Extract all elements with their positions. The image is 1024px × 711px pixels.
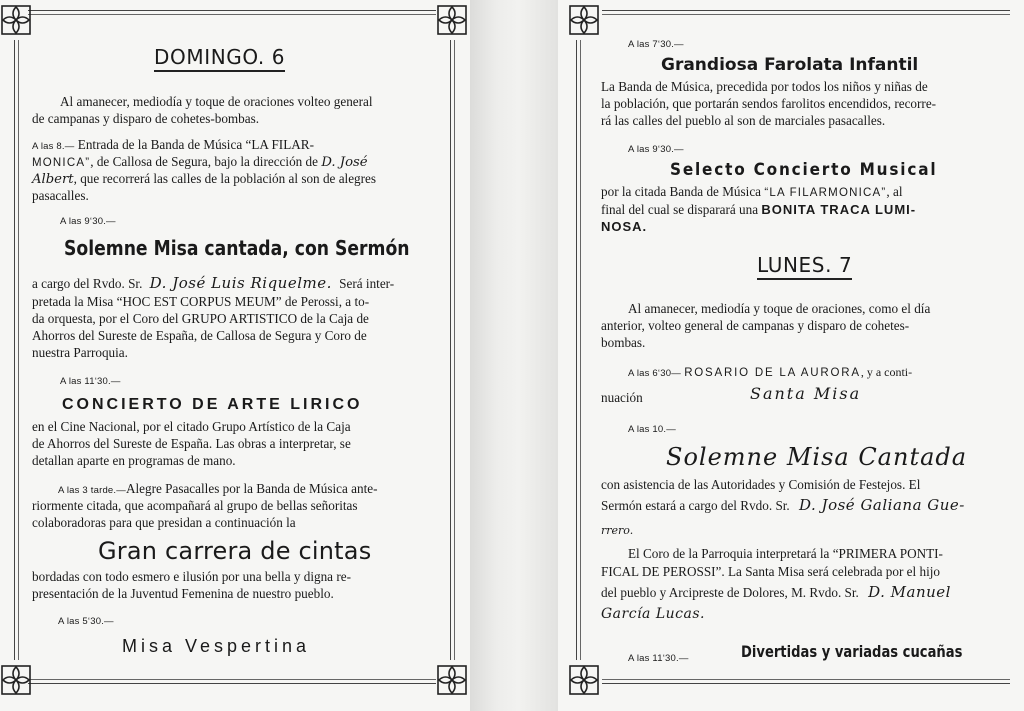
event-text-line [32, 275, 394, 292]
event-text-line [601, 497, 965, 514]
right-page [558, 0, 1024, 711]
event-time: A las 9‘30.— [60, 216, 116, 227]
event-time: A las 3 tarde.— [58, 485, 126, 496]
event-title-santa-misa: Santa Misa [750, 384, 862, 403]
event-time: A las 10.— [628, 424, 676, 435]
corner-ornament-icon [0, 664, 32, 696]
intro-line: de campanas y disparo de cohetes-bombas. [32, 111, 260, 126]
event-text: , y a conti- [860, 365, 913, 379]
event-text: Alegre Pasacalles por la Banda de Música ante- [125, 481, 378, 496]
person-name: D. José Luis Riquelme. [149, 274, 332, 292]
event-time: A las 6‘30— [628, 368, 681, 379]
event-text: por la citada Banda de Música [601, 184, 762, 199]
event-text-line [601, 584, 951, 601]
page-border-left [576, 40, 577, 660]
event-text-line: La Banda de Música, precedida por todos los niños y niñas de [601, 79, 928, 94]
event-time: A las 11‘30.— [60, 376, 121, 387]
event-title-carrera-cintas: Gran carrera de cintas [98, 537, 372, 565]
event-time: A las 9‘30.— [628, 144, 684, 155]
page-border-left [14, 40, 15, 660]
event-text-line [32, 170, 376, 188]
event-text-line: con asistencia de las Autoridades y Comisión de Festejos. El [601, 477, 921, 492]
event-text-line: pasacalles. [32, 188, 89, 203]
event-text: , al [886, 184, 903, 199]
event-text-line: Ahorros del Sureste de España, de Callosa de Segura y Coro de [32, 328, 367, 343]
day-heading-lunes: LUNES. 7 [757, 253, 852, 280]
event-text-line [601, 201, 916, 218]
event-text-line: presentación de la Juventud Femenina de nuestro pueblo. [32, 586, 334, 601]
event-text-line: bordadas con todo esmero e ilusión por una bella y digna re- [32, 569, 351, 584]
event-title-misa-cantada: Solemne Misa Cantada [666, 443, 968, 471]
event-title-misa-vespertina: Misa Vespertina [122, 636, 311, 656]
person-name: D. José Galiana Gue- [799, 496, 965, 514]
event-title-concierto: CONCIERTO DE ARTE LIRICO [62, 396, 363, 413]
corner-ornament-icon [436, 4, 468, 36]
intro-line: bombas. [601, 335, 646, 350]
band-name: “LA FILARMONICA” [764, 187, 887, 199]
event-text: final del cual se disparará una [601, 202, 759, 217]
person-name: D. Manuel [868, 583, 951, 601]
person-name: rrero. [601, 524, 634, 537]
event-time: A las 11‘30.— [628, 653, 689, 664]
event-title-farolata: Grandiosa Farolata Infantil [661, 55, 919, 75]
event-text: Entrada de la Banda de Música “LA FILAR- [77, 137, 314, 152]
event-text-line: pretada la Misa “HOC EST CORPUS MEUM” de Perossi, a to- [32, 294, 370, 309]
event-text-line [601, 183, 903, 202]
event-text-line: nuestra Parroquia. [32, 345, 128, 360]
event-text-line: en el Cine Nacional, por el citado Grupo Artístico de la Caja [32, 419, 351, 434]
event-text-line: riormente citada, que acompañará al grupo de bellas señoritas [32, 498, 358, 513]
corner-ornament-icon [568, 664, 600, 696]
highlight-traca: BONITA TRACA LUMI- [761, 202, 917, 217]
event-text: a cargo del Rvdo. Sr. [32, 276, 143, 291]
corner-ornament-icon [568, 4, 600, 36]
event-text-line: FICAL DE PEROSSI”. La Santa Misa será celebrada por el hijo [601, 564, 941, 579]
event-text-line: detallan aparte en programas de mano. [32, 453, 236, 468]
left-page [0, 0, 470, 711]
event-text-line: da orquesta, por el Coro del GRUPO ARTISTICO de la Caja de [32, 311, 369, 326]
person-name: D. José [321, 155, 368, 170]
person-name: Albert [32, 172, 74, 187]
intro-line: Al amanecer, mediodía y toque de oraciones volteo general [60, 94, 373, 109]
event-text: Sermón estará a cargo del Rvdo. Sr. [601, 498, 790, 513]
event-text: , de Callosa de Segura, bajo la dirección de [90, 154, 319, 169]
intro-line: Al amanecer, mediodía y toque de oraciones, como el día [628, 301, 931, 316]
event-title-cucanas: Divertidas y variadas cucañas [741, 642, 963, 661]
event-text: Será inter- [339, 276, 395, 291]
event-time: A las 8.— [32, 141, 75, 152]
intro-line: anterior, volteo general de campanas y disparo de cohetes- [601, 318, 910, 333]
event-time: A las 5‘30.— [58, 616, 114, 627]
event-title-solemne-misa: Solemne Misa cantada, con Sermón [64, 236, 410, 260]
corner-ornament-icon [0, 4, 32, 36]
event-6-30 [628, 363, 912, 382]
event-text-line: El Coro de la Parroquia interpretará la “PRIMERA PONTI- [628, 546, 943, 561]
event-text-line: de Ahorros del Sureste de España. Las obras a interpretar, se [32, 436, 351, 451]
event-text-line: colaboradoras para que presidan a continuación la [32, 515, 296, 530]
highlight-traca: NOSA. [601, 219, 648, 234]
person-name: García Lucas. [601, 606, 705, 622]
event-time: A las 7‘30.— [628, 39, 684, 50]
event-text: del pueblo y Arcipreste de Dolores, M. Rvdo. Sr. [601, 585, 859, 600]
page-border-right [450, 40, 451, 660]
event-text-line: la población, que portarán sendos farolitos encendidos, recorre- [601, 96, 937, 111]
day-heading-domingo: DOMINGO. 6 [154, 45, 285, 72]
event-text-line: rá las calles del pueblo al son de marciales pasacalles. [601, 113, 886, 128]
event-title-selecto-concierto: Selecto Concierto Musical [670, 160, 938, 180]
event-text: , que recorrerá las calles de la población al son de alegres [73, 171, 377, 186]
book-gutter [470, 0, 558, 711]
corner-ornament-icon [436, 664, 468, 696]
band-name: MONICA” [32, 157, 91, 169]
event-title-rosario: ROSARIO DE LA AURORA [684, 367, 861, 379]
event-text-line: nuación [601, 390, 643, 405]
